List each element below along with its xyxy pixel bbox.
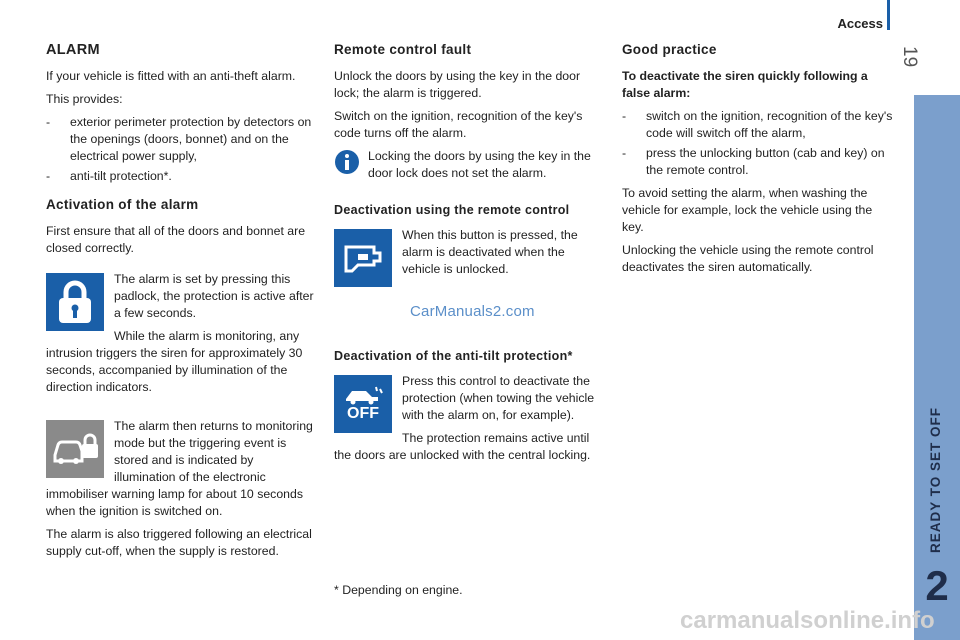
good-practice-subtitle: To deactivate the siren quickly following a false alarm:	[622, 69, 868, 100]
activation-heading: Activation of the alarm	[46, 197, 199, 212]
car-padlock-icon	[46, 420, 104, 478]
good-practice-text-1: To avoid setting the alarm, when washing the vehicle for example, lock the vehicle using the key.	[622, 186, 873, 234]
good-practice-list	[622, 108, 894, 179]
padlock-icon-graphic	[55, 279, 95, 325]
footnote: * Depending on engine.	[334, 583, 463, 597]
tilt-car-icon	[342, 385, 384, 405]
fault-text-2: Switch on the ignition, recognition of the key's code turns off the alarm.	[334, 109, 583, 140]
header-rule	[887, 0, 890, 30]
column-good-practice	[622, 40, 894, 282]
list-item: - switch on the ignition, recognition of the key's code will switch off the alarm,	[622, 108, 894, 142]
activation-intro: First ensure that all of the doors and bonnet are closed correctly.	[46, 224, 306, 255]
column-remote	[334, 40, 604, 470]
fault-heading: Remote control fault	[334, 42, 472, 57]
anti-tilt-off-icon	[334, 375, 392, 433]
footer-watermark: carmanualsonline.info	[680, 607, 935, 634]
car-padlock-icon-graphic	[52, 431, 98, 467]
off-label: OFF	[347, 405, 379, 422]
padlock-text: The alarm is set by pressing this padlock, the protection is active after a few seconds.	[114, 272, 314, 320]
remote-key-icon	[334, 229, 392, 287]
chapter-title-wrap	[914, 95, 960, 640]
watermark: CarManuals2.com	[410, 303, 535, 320]
info-icon	[334, 149, 360, 175]
info-note	[334, 148, 604, 182]
page-number: 19	[899, 46, 920, 68]
remote-block	[334, 227, 604, 291]
good-practice-text-2: Unlocking the vehicle using the remote control deactivates the siren automatically.	[622, 243, 874, 274]
list-item: - press the unlocking button (cab and key) on the remote control.	[622, 145, 894, 179]
remote-key-icon-graphic	[340, 239, 386, 277]
chapter-title: READY TO SET OFF	[928, 406, 943, 553]
good-practice-heading: Good practice	[622, 42, 717, 57]
padlock-block	[46, 271, 314, 402]
supply-text: The alarm is also triggered following an electrical supply cut-off, when the supply is restored.	[46, 527, 312, 558]
list-item: - anti-tilt protection*.	[46, 168, 314, 185]
padlock-icon	[46, 273, 104, 331]
monitoring-text: While the alarm is monitoring, any intrusion triggers the siren for approximately 30 seconds, accompanied by illumination of the direction indicators.	[46, 329, 303, 394]
anti-tilt-block	[334, 373, 604, 470]
deactivation-text: When this button is pressed, the alarm is deactivated when the vehicle is unlocked.	[402, 228, 578, 276]
alarm-intro: If your vehicle is fitted with an anti-theft alarm.	[46, 69, 296, 83]
chapter-band	[914, 95, 960, 640]
warning-lamp-block	[46, 418, 314, 566]
list-item: - exterior perimeter protection by detectors on the openings (doors, bonnet) and on the electrical power supply,	[46, 114, 314, 165]
return-text: The alarm then returns to monitoring mode but the triggering event is stored and is indicated by illumination of the electronic immobiliser warning lamp for about 10 seconds when the ignition is switched on.	[46, 419, 313, 518]
fault-text-1: Unlock the doors by using the key in the door lock; the alarm is triggered.	[334, 69, 581, 100]
alarm-feature-list	[46, 114, 314, 185]
alarm-heading: ALARM	[46, 42, 100, 58]
deactivation-heading: Deactivation using the remote control	[334, 203, 570, 217]
section-title: Access	[837, 16, 883, 31]
anti-tilt-text-2: The protection remains active until the doors are unlocked with the central locking.	[334, 431, 591, 462]
anti-tilt-heading: Deactivation of the anti-tilt protection*	[334, 349, 573, 363]
alarm-provides: This provides:	[46, 92, 123, 106]
column-alarm	[46, 40, 314, 566]
info-text: Locking the doors by using the key in the door lock does not set the alarm.	[368, 149, 591, 180]
anti-tilt-text-1: Press this control to deactivate the protection (when towing the vehicle with the alarm on, for example).	[402, 374, 595, 422]
chapter-number: 2	[925, 562, 949, 609]
